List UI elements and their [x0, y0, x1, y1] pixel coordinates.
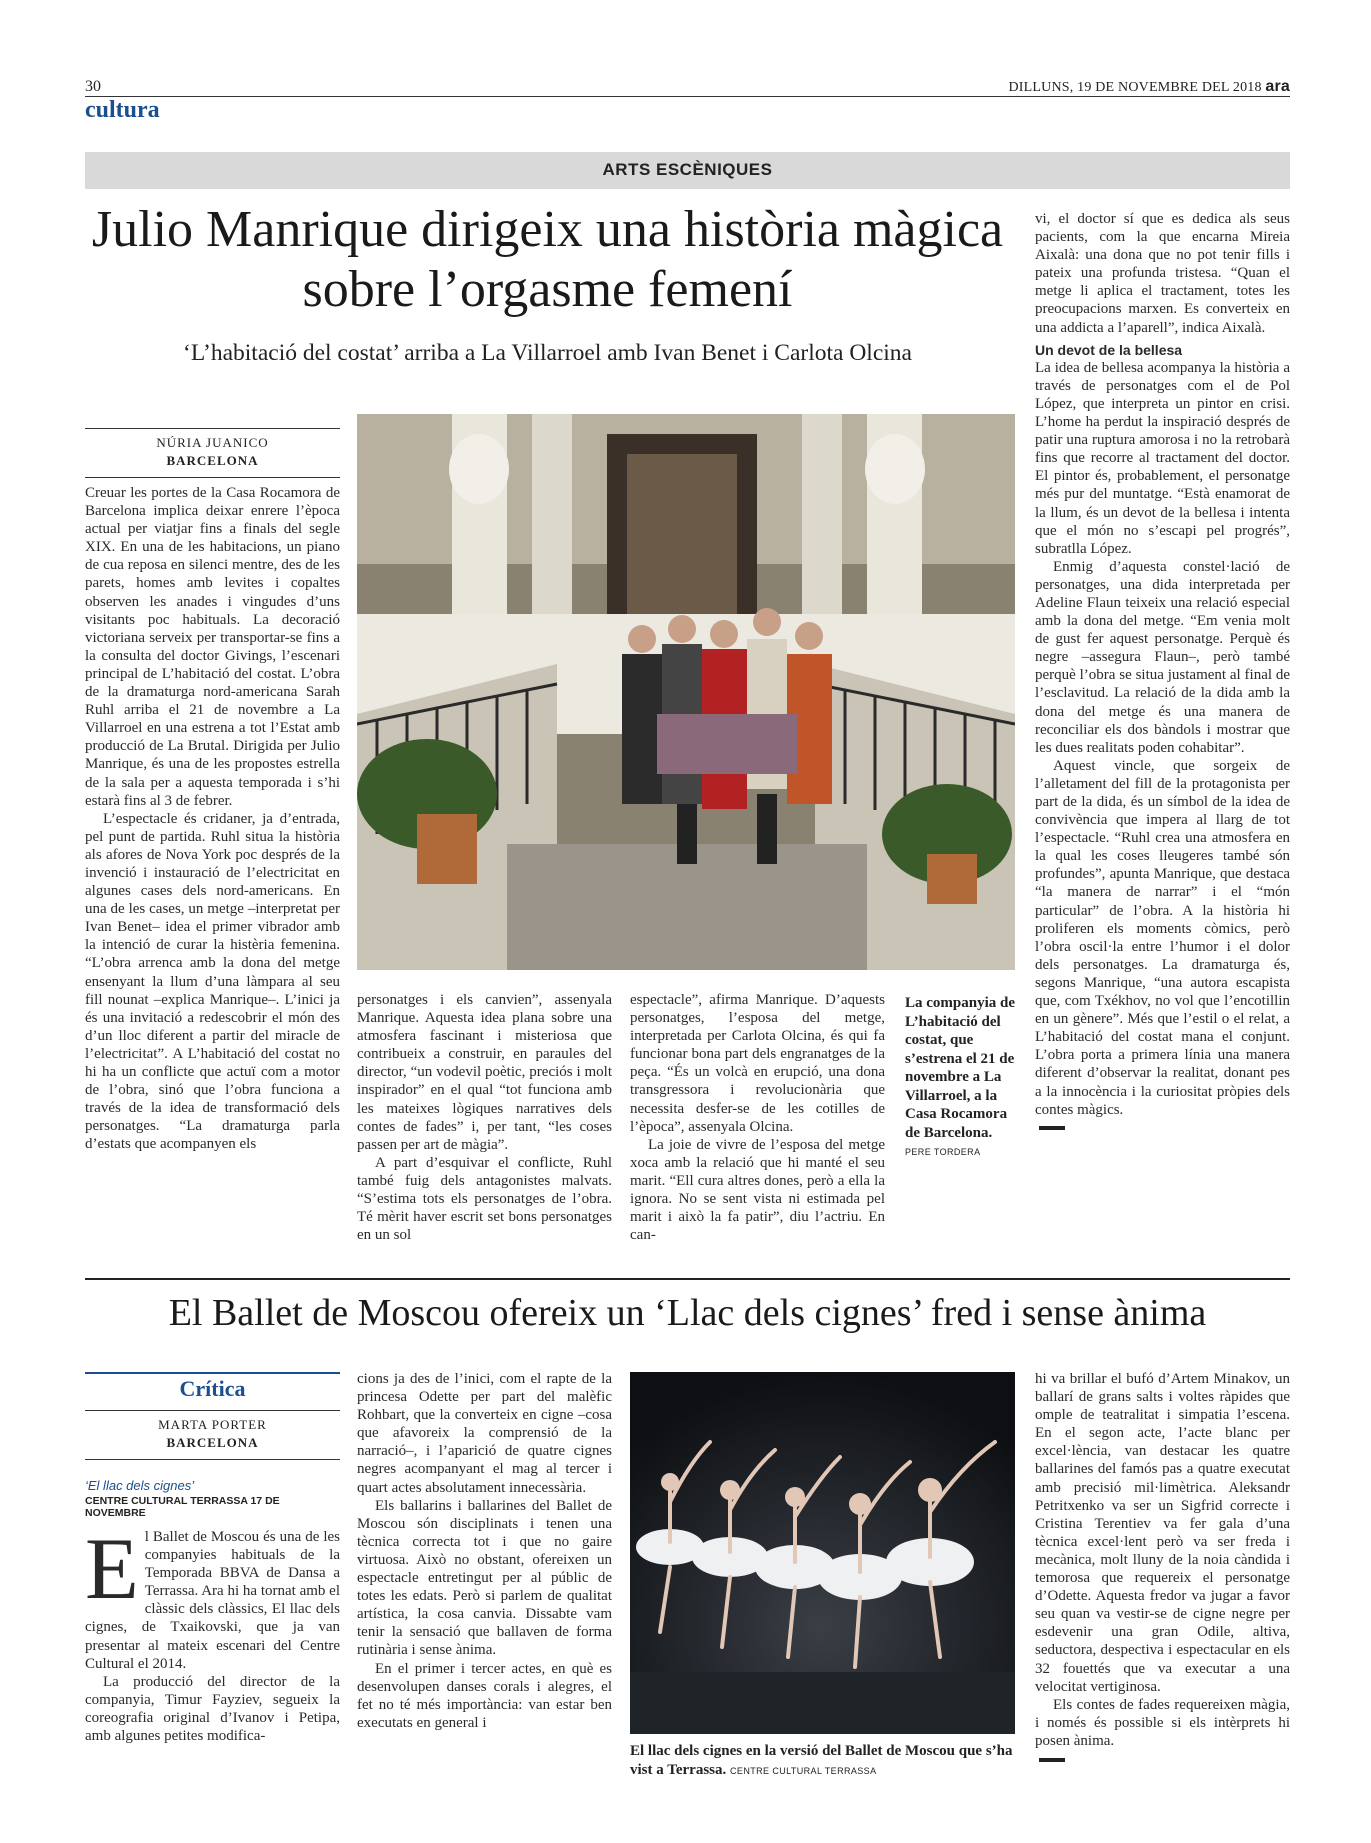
- author-location: BARCELONA: [166, 1435, 259, 1450]
- paragraph: Enmig d’aquesta constel·lació de personatges, una dida interpretada per Adeline Flaun teixeix una relació especial amb la dona del metge. “Em venia molt de gust fer aquest personatge. Perquè és negre –assegura Flaun–, però també perquè l’obra se situa justament al final de l’esclavitud. La relació de la dida amb la dona del metge és una manera de reconciliar els dos bàndols i mostrar que les dues realitats poden cohabitar”.: [1035, 558, 1290, 756]
- photo2-caption-text: El llac dels cignes en la versió del Ballet de Moscou que s’ha vist a Terrassa.: [630, 1743, 1013, 1778]
- photo2-credit: CENTRE CULTURAL TERRASSA: [730, 1765, 877, 1776]
- article2-headline: El Ballet de Moscou ofereix un ‘Llac dels cignes’ fred i sense ànima: [168, 1292, 1207, 1334]
- article2-column-2: [357, 1370, 612, 1828]
- critica-rule: [85, 1372, 340, 1374]
- paragraph: cions ja des de l’inici, com el rapte de la princesa Odette per part del malèfic Rohbart, que la converteix en cigne –cosa que afavoreix la comprensió de la narració–, i l’aparició de quatre cignes negres acompanyant el mag al tercer i quart actes absolutament innecessària.: [357, 1371, 612, 1496]
- show-info: [85, 1478, 340, 1519]
- paragraph: La joie de vivre de l’esposa del metge xoca amb la relació que hi manté el seu marit. “Ell cura altres dones, però a ella la ignora. No se sent vista ni estimada pel marit i això la fa patir”, diu l’actriu. En can-: [630, 1136, 885, 1244]
- date-text: DILLUNS, 19 DE NOVEMBRE DEL 2018: [1008, 80, 1262, 95]
- show-title: ‘El llac dels cignes’: [85, 1478, 195, 1493]
- article1-subheadline: ‘L’habitació del costat’ arriba a La Villarroel amb Ivan Benet i Carlota Olcina: [183, 340, 912, 366]
- article1-column-1: [85, 484, 340, 1256]
- paragraph: La producció del director de la companyia, Timur Fayziev, segueix la coreografia original d’Ivanov i Petipa, amb algunes petites modifica-: [85, 1673, 340, 1745]
- paragraph: En el primer i tercer actes, en què es desenvolupen danses corals i alegres, el fet no té més importància: van estar ben executats en general i: [357, 1660, 612, 1731]
- paragraph: La idea de bellesa acompanya la història a través de personatges com el de Pol López, que interpreta un pintor en crisi. L’home ha perdut la inspiració després de patir una ruptura amorosa i no la retrobarà fins que recorre al tractament del doctor. El pintor és, probablement, el personatge més pur del muntatge. “Està enamorat de la llum, és un devot de la bellesa i intenta que el món no s’escapi pel progrés”, subratlla López.: [1035, 359, 1290, 557]
- paragraph: l Ballet de Moscou és una de les companyies habituals de la Temporada BBVA de Dansa a Terrassa. Ara hi ha tornat amb el clàssic dels clàssics, El llac dels cignes, de Txaikovski, que ja van presentar al mateix escenari del Centre Cultural el 2014.: [85, 1529, 340, 1672]
- author-location: BARCELONA: [166, 453, 259, 468]
- article1-column-3: [630, 991, 885, 1256]
- photo1-caption: [905, 994, 1015, 1162]
- article2-column-4: [1035, 1370, 1290, 1830]
- article2-column-1: [85, 1528, 340, 1828]
- section-title[interactable]: cultura: [85, 97, 160, 123]
- paragraph: personatges i els canvien”, assenyala Manrique. Aquesta idea plana sobre una atmosfera fascinant i misteriosa que contribueix a construir, en paraules del director, “un vodevil poètic, preciós i molt inspirador” en el qual “tot funciona amb les mateixes lògiques narratives dels contes de fades” i, per tant, “les coses passen per art de màgia”.: [357, 992, 612, 1153]
- end-mark: [1039, 1126, 1065, 1130]
- article1-headline: Julio Manrique dirigeix una història màgica sobre l’orgasme femení: [91, 201, 1004, 318]
- show-venue-date: CENTRE CULTURAL TERRASSA 17 DE NOVEMBRE: [85, 1495, 280, 1519]
- photo2-caption: [630, 1742, 1015, 1780]
- author-name: NÚRIA JUANICO: [156, 435, 269, 450]
- category-band: [85, 152, 1290, 189]
- company-photo-illustration: [357, 414, 1015, 970]
- paragraph: Els contes de fades requereixen màgia, i només és possible si els intèrprets hi posen ànima.: [1035, 1696, 1290, 1749]
- article1-column-4: [1035, 210, 1290, 1258]
- photo1-credit: PERE TORDERA: [905, 1147, 981, 1157]
- article1-byline: [85, 428, 340, 478]
- brand-logo[interactable]: ara: [1265, 78, 1290, 95]
- header-divider: [85, 96, 1290, 97]
- paragraph: espectacle”, afirma Manrique. D’aquests personatges, l’esposa del metge, interpretada per Carlota Olcina, és qui fa funcionar bona part dels engranatges de la peça. “És un volcà en erupció, una dona transgressora i revolucionària que necessita desfer-se de les cotilles de l’època”, assenyala Olcina.: [630, 992, 885, 1135]
- article1-subheading: Un devot de la bellesa: [1035, 341, 1183, 358]
- photo1-caption-text: La companyia de L’habitació del costat, que s’estrena el 21 de novembre a La Villarroel, a la Casa Rocamora de Barcelona.: [905, 995, 1016, 1141]
- critica-label: Crítica: [179, 1376, 246, 1401]
- paragraph: L’espectacle és cridaner, ja d’entrada, pel punt de partida. Ruhl situa la història als afores de Nova York poc després de la invenció i instauració de l’electricitat en algunes cases dels nord-americans. En una de les cases, un metge –interpretat per Ivan Benet– idea el primer vibrador amb la intenció de curar la histèria femenina. “L’obra arrenca amb la dona del metge ensenyant la llum d’una làmpara al seu fill nounat –explica Manrique–. L’inici ja és una invitació a redescobrir el món des d’un lloc diferent a partir del miracle de l’electricitat”. A L’habitació del costat no hi ha un conflicte que actuï com a motor de l’obra, sinó que l’obra funciona a través de la idea de transformació dels personatges. “La dramaturga parla d’estats que acompanyen els: [85, 810, 340, 1153]
- paragraph: Creuar les portes de la Casa Rocamora de Barcelona implica deixar enrere l’època actual per viatjar fins a finals del segle XIX. En una de les habitacions, un piano de cua reposa en silenci mentre, des de les parets, homes amb levites i copaltes observen les anades i vingudes d’uns visitants poc habituals. La decoració victoriana serveix per transportar-se fins a la consulta del doctor Givings, l’escenari principal de L’habitació del costat. L’obra de la dramaturga nord-americana Sarah Ruhl arriba el 21 de novembre a La Villarroel en una estrena a tot l’Estat amb producció de La Brutal. Dirigida per Julio Manrique, és una de les propostes estrella de la sala per a aquesta temporada i s’hi estarà fins al 3 de febrer.: [85, 485, 340, 809]
- category-label: ARTS ESCÈNIQUES: [602, 160, 773, 179]
- author-name: MARTA PORTER: [158, 1417, 267, 1432]
- paragraph: vi, el doctor sí que es dedica als seus pacients, com la que encarna Mireia Aixalà: una dona que no pot tenir fills i pateix una profunda tristesa. “Quan el metge li aplica el tractament, totes les preocupacions marxen. Es converteix en una addicta a l’aparell”, indica Aixalà.: [1035, 211, 1290, 336]
- company-photo: [357, 414, 1015, 970]
- article-divider: [85, 1278, 1290, 1280]
- drop-cap: E: [85, 1528, 139, 1618]
- article2-byline: [85, 1410, 340, 1460]
- ballet-photo: [630, 1372, 1015, 1734]
- paragraph: hi va brillar el bufó d’Artem Minakov, un ballarí de grans salts i voltes ràpides que omple de teatralitat i simpatia l’escena. En el segon acte, l’acte blanc per excel·lència, van destacar les quatre ballarines del famós pas a quatre executat amb precisió mil·limètrica. Aleksandr Petritxenko va ser un Sigfrid correcte i Cristina Terentiev va fer gala d’una tècnica excel·lent però va ser freda i mecànica, molt lluny de la noia càndida i temorosa que requereix el personatge d’Odette. Aquesta fredor va jugar a favor seu quan va vestir-se de cigne negre per esdevenir una gran Odile, altiva, seductora, despectiva i espectacular en els 32 fouettés que va executar a una velocitat vertiginosa.: [1035, 1371, 1290, 1695]
- paragraph: Aquest vincle, que sorgeix de l’alletament del fill de la protagonista per part de la dida, és un símbol de la idea de convivència que impera al llarg de tot l’espectacle. “Ruhl crea una atmosfera en la qual les coses lleugeres també són profundes”, apunta Manrique, que destaca “la manera de narrar” i el “món particular” de l’obra. A la història hi proliferen els moments còmics, però l’obra oscil·la entre l’humor i el dolor dels personatges. La dramaturga és, segons Manrique, “una autora escapista que, com Txékhov, no vol que l’encotillin en un gènere”. Més que l’estil o el relat, a L’habitació del costat mana el conjunt. L’obra porta a primera línia una manera diferent d’observar la realitat, donant pes a la innocència i la curiositat pròpies dels contes màgics.: [1035, 757, 1290, 1118]
- paragraph: Els ballarins i ballarines del Ballet de Moscou són disciplinats i tenen una tècnica correcta tot i que no gaire virtuosa. Això no obstant, ofereixen un espectacle entretingut per al públic de totes les edats. Però si parlem de qualitat artística, la cosa canvia. Dissabte vam tenir la sensació que ballaven de forma rutinària i sense ànima.: [357, 1497, 612, 1659]
- ballet-photo-illustration: [630, 1372, 1015, 1734]
- article1-column-2: [357, 991, 612, 1256]
- end-mark: [1039, 1758, 1065, 1762]
- page-number: 30: [85, 78, 101, 95]
- issue-date: [1008, 78, 1290, 96]
- paragraph: A part d’esquivar el conflicte, Ruhl també fuig dels antagonistes malvats. “S’estima tots els personatges de l’obra. Té mèrit haver escrit set bons personatges en un sol: [357, 1154, 612, 1244]
